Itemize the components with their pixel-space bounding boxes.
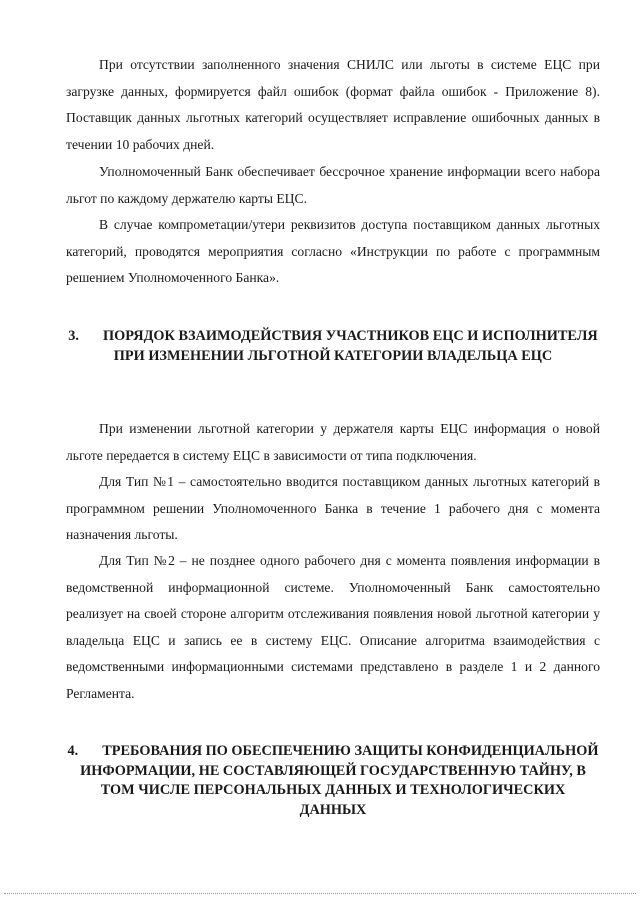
- section-4-title: ТРЕБОВАНИЯ ПО ОБЕСПЕЧЕНИЮ ЗАЩИТЫ КОНФИДЕНЦИАЛЬНОЙ ИНФОРМАЦИИ, НЕ СОСТАВЛЯЮЩЕЙ ГОСУДАРСТВЕННУЮ ТАЙНУ, В ТОМ ЧИСЛЕ ПЕРСОНАЛЬНЫХ ДАННЫХ И ТЕХНОЛОГИЧЕСКИХ ДАННЫХ: [80, 743, 599, 818]
- paragraph-category-change: При изменении льготной категории у держателя карты ЕЦС информация о новой льготе передается в систему ЕЦС в зависимости от типа подключения.: [66, 421, 600, 463]
- page-bottom-divider: [4, 893, 636, 894]
- paragraph-type-1: Для Тип №1 – самостоятельно вводится поставщиком данных льготных категорий в программном решении Уполномоченного Банка в течение 1 рабочего дня с момента назначения льготы.: [66, 474, 600, 542]
- paragraph-type-2: Для Тип №2 – не позднее одного рабочего дня с момента появления информации в ведомственной информационной системе. Уполномоченный Банк самостоятельно реализует на своей стороне алгоритм отслеживания появления новой льготной категории у владельца ЕЦС и запись ее в систему ЕЦС. Описание алгоритма взаимодействия с ведомственными информационными системами представлено в разделе 1 и 2 данного Регламента.: [66, 553, 600, 701]
- paragraph-compromise: В случае компрометации/утери реквизитов доступа поставщиком данных льготных категорий, проводятся мероприятия согласно «Инструкции по работе с программным решением Уполномоченного Банка».: [66, 217, 600, 285]
- section-3-number: 3.: [68, 328, 79, 344]
- paragraph-snils-errors: При отсутствии заполненного значения СНИЛС или льготы в системе ЕЦС при загрузке данных, формируется файл ошибок (формат файла ошибок - Приложение 8). Поставщик данных льготных категорий осуществляет исправление ошибочных данных в течении 10 рабочих дней.: [66, 57, 600, 152]
- paragraph-storage: Уполномоченный Банк обеспечивает бессрочное хранение информации всего набора льгот по каждому держателю карты ЕЦС.: [66, 164, 600, 206]
- section-3-heading: [66, 327, 600, 366]
- section-3-title: ПОРЯДОК ВЗАИМОДЕЙСТВИЯ УЧАСТНИКОВ ЕЦС И ИСПОЛНИТЕЛЯ ПРИ ИЗМЕНЕНИИ ЛЬГОТНОЙ КАТЕГОРИИ ВЛАДЕЛЬЦА ЕЦС: [102, 328, 598, 364]
- section-4-number: 4.: [67, 743, 79, 759]
- section-4-heading: [66, 742, 600, 820]
